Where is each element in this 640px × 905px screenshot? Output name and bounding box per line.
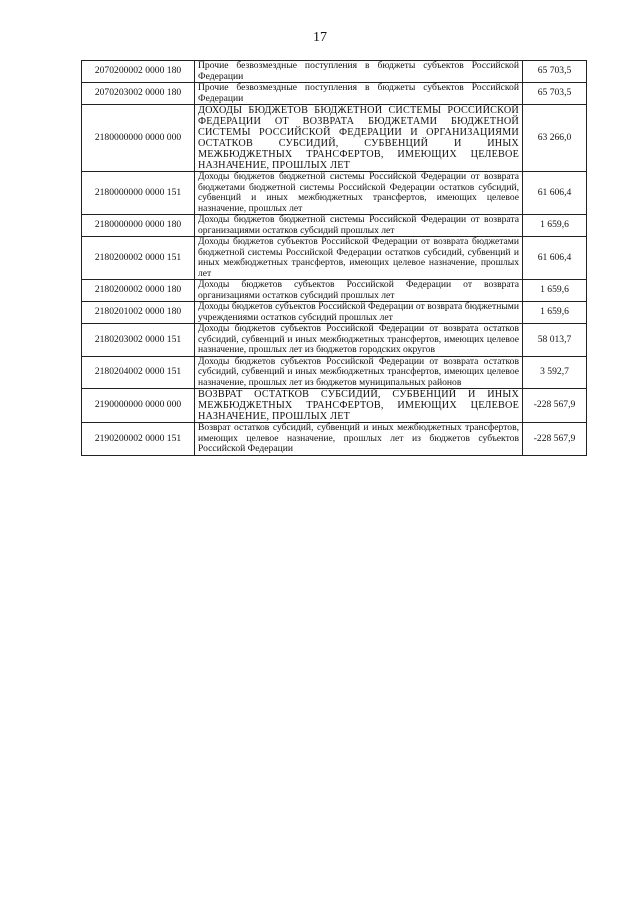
description-cell: Доходы бюджетов субъектов Российской Федерации от возврата остатков субсидий, субвенций и иных межбюджетных трансфертов, имеющих целевое назначение, прошлых лет из бюджетов муниципальных районов	[195, 356, 523, 389]
description-cell: Доходы бюджетов субъектов Российской Федерации от возврата бюджетными учреждениями остатков субсидий прошлых лет	[195, 302, 523, 324]
amount-cell: 65 703,5	[523, 83, 587, 105]
table-row	[82, 172, 587, 215]
description-cell: Возврат остатков субсидий, субвенций и иных межбюджетных трансфертов, имеющих целевое назначение, прошлых лет из бюджетов субъектов Российской Федерации	[195, 423, 523, 456]
amount-cell: 1 659,6	[523, 280, 587, 302]
budget-code-cell: 2180200002 0000 151	[82, 237, 195, 280]
amount-cell: 61 606,4	[523, 172, 587, 215]
description-cell: Доходы бюджетов субъектов Российской Федерации от возврата остатков субсидий, субвенций и иных межбюджетных трансфертов, имеющих целевое назначение, прошлых лет из бюджетов городских округов	[195, 324, 523, 357]
budget-code-cell: 2190000000 0000 000	[82, 389, 195, 423]
amount-cell: 1 659,6	[523, 302, 587, 324]
budget-code-cell: 2180203002 0000 151	[82, 324, 195, 357]
budget-code-cell: 2180000000 0000 180	[82, 215, 195, 237]
table-row	[82, 237, 587, 280]
description-cell: ДОХОДЫ БЮДЖЕТОВ БЮДЖЕТНОЙ СИСТЕМЫ РОССИЙСКОЙ ФЕДЕРАЦИИ ОТ ВОЗВРАТА БЮДЖЕТАМИ БЮДЖЕТНОЙ СИСТЕМЫ РОССИЙСКОЙ ФЕДЕРАЦИИ И ОРГАНИЗАЦИЯМИ ОСТАТКОВ СУБСИДИЙ, СУБВЕНЦИЙ И ИНЫХ МЕЖБЮДЖЕТНЫХ ТРАНСФЕРТОВ, ИМЕЮЩИХ ЦЕЛЕВОЕ НАЗНАЧЕНИЕ, ПРОШЛЫХ ЛЕТ	[195, 105, 523, 172]
amount-cell: 58 013,7	[523, 324, 587, 357]
table-row	[82, 423, 587, 456]
budget-code-cell: 2180000000 0000 000	[82, 105, 195, 172]
table-row	[82, 389, 587, 423]
amount-cell: 65 703,5	[523, 61, 587, 83]
budget-code-cell: 2070200002 0000 180	[82, 61, 195, 83]
table-row	[82, 83, 587, 105]
budget-code-cell: 2180201002 0000 180	[82, 302, 195, 324]
amount-cell: -228 567,9	[523, 389, 587, 423]
table-row	[82, 61, 587, 83]
amount-cell: 1 659,6	[523, 215, 587, 237]
amount-cell: -228 567,9	[523, 423, 587, 456]
table-row	[82, 215, 587, 237]
description-cell: Доходы бюджетов субъектов Российской Федерации от возврата организациями остатков субсидий прошлых лет	[195, 280, 523, 302]
description-cell: Доходы бюджетов бюджетной системы Российской Федерации от возврата организациями остатков субсидий прошлых лет	[195, 215, 523, 237]
budget-code-cell: 2180200002 0000 180	[82, 280, 195, 302]
budget-code-cell: 2070203002 0000 180	[82, 83, 195, 105]
table-row	[82, 105, 587, 172]
table-row	[82, 302, 587, 324]
amount-cell: 63 266,0	[523, 105, 587, 172]
table-row	[82, 324, 587, 357]
description-cell: Прочие безвозмездные поступления в бюджеты субъектов Российской Федерации	[195, 61, 523, 83]
amount-cell: 61 606,4	[523, 237, 587, 280]
budget-code-cell: 2180000000 0000 151	[82, 172, 195, 215]
budget-code-cell: 2180204002 0000 151	[82, 356, 195, 389]
table-body	[82, 61, 587, 456]
description-cell: ВОЗВРАТ ОСТАТКОВ СУБСИДИЙ, СУБВЕНЦИЙ И ИНЫХ МЕЖБЮДЖЕТНЫХ ТРАНСФЕРТОВ, ИМЕЮЩИХ ЦЕЛЕВОЕ НАЗНАЧЕНИЕ, ПРОШЛЫХ ЛЕТ	[195, 389, 523, 423]
description-cell: Прочие безвозмездные поступления в бюджеты субъектов Российской Федерации	[195, 83, 523, 105]
table-row	[82, 280, 587, 302]
description-cell: Доходы бюджетов бюджетной системы Российской Федерации от возврата бюджетами бюджетной системы Российской Федерации остатков субсидий, субвенций и иных межбюджетных трансфертов, имеющих целевое назначение, прошлых лет	[195, 172, 523, 215]
table-row	[82, 356, 587, 389]
page-number: 17	[313, 30, 327, 45]
amount-cell: 3 592,7	[523, 356, 587, 389]
budget-code-cell: 2190200002 0000 151	[82, 423, 195, 456]
budget-revenue-table	[81, 60, 587, 456]
description-cell: Доходы бюджетов субъектов Российской Федерации от возврата бюджетами бюджетной системы Российской Федерации остатков субсидий, субвенций и иных межбюджетных трансфертов, имеющих целевое назначение, прошлых лет	[195, 237, 523, 280]
